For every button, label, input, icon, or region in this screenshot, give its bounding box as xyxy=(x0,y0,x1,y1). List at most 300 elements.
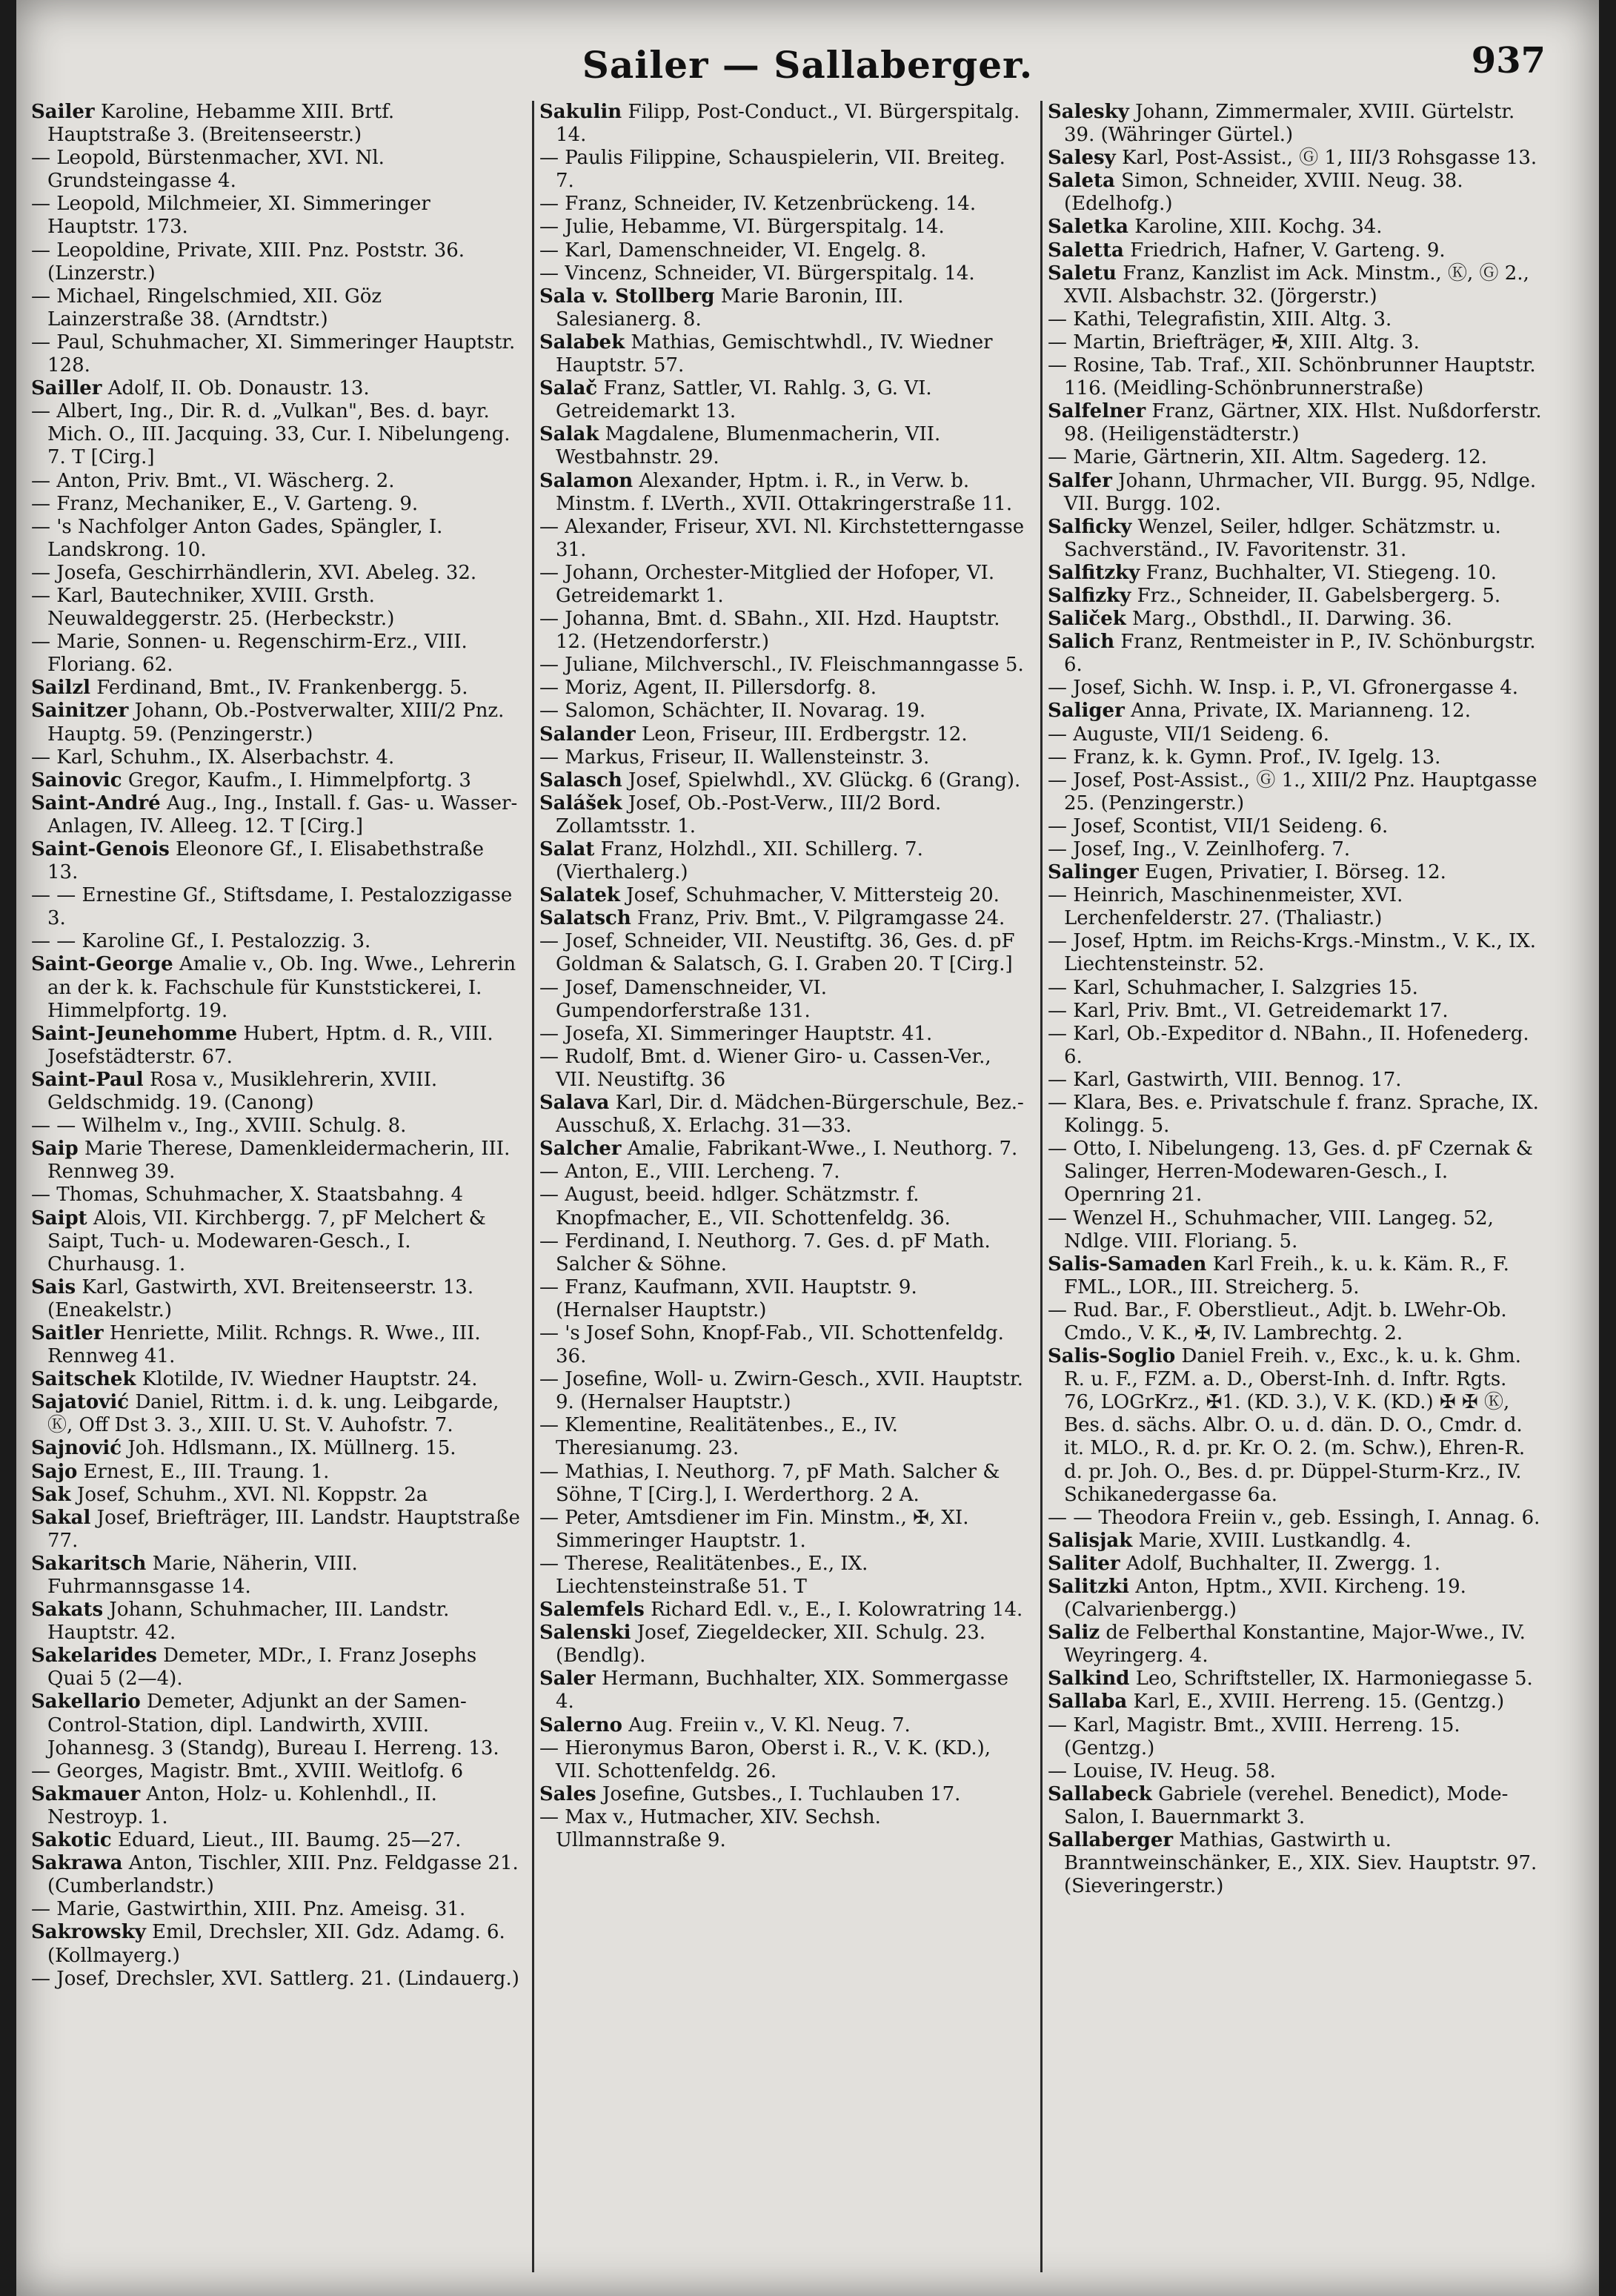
entry-surname: Sailer xyxy=(31,101,95,123)
entry-surname: Salesy xyxy=(1048,147,1116,170)
entry-details: Franz, Holzhdl., XII. Schillerg. 7. (Vierthalerg.) xyxy=(556,838,923,884)
entry-surname: Sakrowsky xyxy=(31,1921,146,1944)
directory-entry xyxy=(539,1507,1028,1553)
directory-entry xyxy=(1048,700,1543,723)
directory-entry xyxy=(31,631,520,677)
entry-details: — Anton, Priv. Bmt., VI. Wäscherg. 2. xyxy=(31,469,395,492)
entry-details: Frz., Schneider, II. Gabelsbergerg. 5. xyxy=(1137,584,1501,607)
entry-surname: Sak xyxy=(31,1483,71,1506)
directory-entry xyxy=(539,1368,1028,1414)
entry-details: Daniel Freih. v., Exc., k. u. k. Ghm. R. u. F., FZM. a. D., Oberst-Inh. d. Inftr. Rgts. 76, LOGrKrz., ✠1. (KD. 3.), V. K. (KD.) ✠ ✠ Ⓚ, Bes. d. sächs. Albr. O. u. d. dän. D. O., Cmdr. d. it. MLO., R. d. pr. Kr. O. 2. (m. Schw.), Ehren-R. d. pr. Joh. O., Bes. d. pr. Düppel-Sturm-Krz., IV. Schikanedergasse 6a. xyxy=(1064,1345,1526,1506)
directory-entry xyxy=(539,1599,1028,1622)
directory-entry xyxy=(539,723,1028,746)
entry-details: — Martin, Briefträger, ✠, XIII. Altg. 3. xyxy=(1048,331,1420,354)
entry-details: — Moriz, Agent, II. Pillersdorfg. 8. xyxy=(539,677,877,700)
entry-surname: Saler xyxy=(539,1668,596,1691)
entry-surname: Saitschek xyxy=(31,1368,136,1391)
directory-entry xyxy=(539,562,1028,608)
entry-surname: Saliger xyxy=(1048,700,1125,723)
entry-details: Emil, Drechsler, XII. Gdz. Adamg. 6. (Kollmayerg.) xyxy=(47,1921,505,1967)
entry-surname: Sailler xyxy=(31,377,102,400)
entry-surname: Sainovic xyxy=(31,769,122,792)
entry-details: — — Karoline Gf., I. Pestalozzig. 3. xyxy=(31,930,371,953)
entry-details: Marie, XVIII. Lustkandlg. 4. xyxy=(1138,1529,1411,1552)
directory-entry xyxy=(31,1368,520,1391)
directory-entry xyxy=(539,516,1028,562)
entry-details: Anton, Tischler, XIII. Pnz. Feldgasse 21. (Cumberlandstr.) xyxy=(47,1852,519,1898)
directory-entry xyxy=(539,1092,1028,1138)
entry-surname: Salis-Samaden xyxy=(1048,1252,1207,1275)
entry-details: Josef, Ziegeldecker, XII. Schulg. 23. (Bendlg). xyxy=(556,1622,986,1668)
directory-entry xyxy=(539,285,1028,331)
entry-details: — Albert, Ing., Dir. R. d. „Vulkan", Bes. d. bayr. Mich. O., III. Jacquing. 33, Cur. I. Nibelungeng. 7. T [Cirg.] xyxy=(31,400,511,469)
entry-surname: Salášek xyxy=(539,792,622,814)
entry-details: — Max v., Hutmacher, XIV. Sechsh. Ullmannstraße 9. xyxy=(539,1805,881,1852)
directory-entry xyxy=(1048,170,1543,216)
entry-details: Demeter, MDr., I. Franz Josephs Quai 5 (2—4). xyxy=(47,1645,477,1691)
directory-entry xyxy=(31,1023,520,1069)
directory-entry xyxy=(31,1276,520,1322)
directory-entry xyxy=(1048,1000,1543,1023)
directory-entry xyxy=(539,470,1028,516)
entry-surname: Salfitzky xyxy=(1048,561,1140,584)
entry-surname: Sajnović xyxy=(31,1437,122,1460)
directory-entry xyxy=(1048,884,1543,930)
directory-entry xyxy=(1048,470,1543,516)
directory-entry xyxy=(1048,585,1543,608)
directory-entry xyxy=(31,700,520,746)
entry-surname: Sailzl xyxy=(31,677,91,700)
entry-surname: Saliček xyxy=(1048,608,1126,631)
directory-entry xyxy=(1048,1069,1543,1092)
directory-entry xyxy=(31,769,520,792)
page-header xyxy=(16,30,1599,89)
directory-entry xyxy=(539,1184,1028,1230)
directory-entry xyxy=(539,746,1028,769)
entry-details: — Karl, Schuhm., IX. Alserbachstr. 4. xyxy=(31,746,395,769)
entry-details: — Louise, IV. Heug. 58. xyxy=(1048,1759,1276,1782)
directory-entry xyxy=(31,1507,520,1553)
entry-details: — Hieronymus Baron, Oberst i. R., V. K. (KD.), VII. Schottenfeldg. 26. xyxy=(539,1736,991,1782)
entry-details: — Wenzel H., Schuhmacher, VIII. Langeg. 52, Ndlge. VIII. Floriang. 5. xyxy=(1048,1207,1494,1252)
directory-entry xyxy=(539,331,1028,377)
entry-details: — Markus, Friseur, II. Wallensteinstr. 3. xyxy=(539,746,930,769)
entry-details: — Josefa, Geschirrhändlerin, XVI. Abeleg. 32. xyxy=(31,561,477,584)
entry-surname: Salatek xyxy=(539,884,620,907)
entry-details: Eleonore Gf., I. Elisabethstraße 13. xyxy=(47,838,485,884)
entry-details: — Josef, Schneider, VII. Neustiftg. 36, Ges. d. pF Goldman & Salatsch, G. I. Graben 20. T [Cirg.] xyxy=(539,930,1015,976)
entry-details: Magdalene, Blumenmacherin, VII. Westbahnstr. 29. xyxy=(556,423,941,469)
entry-surname: Saint-Paul xyxy=(31,1068,144,1091)
entry-details: — August, beeid. hdlger. Schätzmstr. f. Knopfmacher, E., VII. Schottenfeldg. 36. xyxy=(539,1184,951,1230)
directory-entry xyxy=(1048,1207,1543,1253)
entry-details: Johann, Ob.-Postverwalter, XIII/2 Pnz. Hauptg. 59. (Penzingerstr.) xyxy=(47,700,505,746)
entry-details: — Josefa, XI. Simmeringer Hauptstr. 41. xyxy=(539,1022,933,1045)
entry-surname: Saipt xyxy=(31,1207,87,1230)
entry-surname: Saitler xyxy=(31,1321,104,1344)
entry-details: — Karl, Magistr. Bmt., XVIII. Herreng. 15. (Gentzg.) xyxy=(1048,1713,1460,1759)
entry-details: — Josefine, Woll- u. Zwirn-Gesch., XVII. Hauptstr. 9. (Hernalser Hauptstr.) xyxy=(539,1368,1023,1414)
entry-details: — Leopold, Bürstenmacher, XVI. Nl. Grundsteingasse 4. xyxy=(31,147,385,193)
entry-surname: Saletu xyxy=(1048,262,1117,285)
directory-entry xyxy=(539,216,1028,239)
directory-entry xyxy=(31,746,520,769)
entry-details: — Michael, Ringelschmied, XII. Göz Lainzerstraße 38. (Arndtstr.) xyxy=(31,285,382,331)
entry-details: Marie, Näherin, VIII. Fuhrmannsgasse 14. xyxy=(47,1552,358,1598)
entry-details: — Auguste, VII/1 Seideng. 6. xyxy=(1048,723,1330,746)
entry-surname: Sais xyxy=(31,1275,76,1298)
entry-details: — 's Josef Sohn, Knopf-Fab., VII. Schottenfeldg. 36. xyxy=(539,1321,1004,1368)
entry-details: — Franz, Schneider, IV. Ketzenbrückeng. 14. xyxy=(539,193,977,216)
directory-entry xyxy=(31,1207,520,1276)
entry-surname: Sakmauer xyxy=(31,1782,141,1805)
entry-details: Anton, Holz- u. Kohlenhdl., II. Nestroyp. 1. xyxy=(47,1782,437,1828)
directory-entry xyxy=(1048,147,1543,170)
directory-entry xyxy=(31,331,520,377)
directory-entry xyxy=(539,423,1028,469)
entry-details: Ferdinand, Bmt., IV. Frankenbergg. 5. xyxy=(96,677,468,700)
entry-details: — — Wilhelm v., Ing., XVIII. Schulg. 8. xyxy=(31,1115,407,1138)
directory-entry xyxy=(539,700,1028,723)
column-2 xyxy=(539,101,1028,2272)
entry-surname: Salesky xyxy=(1048,101,1129,123)
entry-details: — Paulis Filippine, Schauspielerin, VII. Breiteg. 7. xyxy=(539,147,1005,193)
directory-entry xyxy=(539,1461,1028,1507)
directory-entry xyxy=(1048,977,1543,1000)
directory-entry xyxy=(539,1046,1028,1092)
entry-details: Karl, Gastwirth, XVI. Breitenseerstr. 13. (Eneakelstr.) xyxy=(47,1275,474,1321)
entry-surname: Salat xyxy=(539,838,595,860)
entry-details: Mathias, Gastwirth u. Branntweinschänker, E., XIX. Siev. Hauptstr. 97. (Sieveringerstr.) xyxy=(1064,1829,1537,1898)
entry-surname: Salis-Soglio xyxy=(1048,1345,1176,1368)
entry-surname: Salenski xyxy=(539,1622,631,1645)
directory-entry xyxy=(1048,262,1543,308)
entry-details: Josef, Ob.-Post-Verw., III/2 Bord. Zollamtsstr. 1. xyxy=(556,792,942,837)
entry-surname: Sakelarides xyxy=(31,1645,157,1668)
directory-entry xyxy=(539,1622,1028,1668)
entry-surname: Salkind xyxy=(1048,1668,1130,1691)
directory-entry xyxy=(1048,677,1543,700)
directory-entry xyxy=(31,1391,520,1437)
directory-entry xyxy=(539,101,1028,147)
running-head: Sailer — Sallaberger. xyxy=(582,43,1034,87)
directory-entry xyxy=(1048,354,1543,400)
entry-surname: Salinger xyxy=(1048,861,1139,884)
directory-entry xyxy=(1048,746,1543,769)
entry-details: — Josef, Scontist, VII/1 Seideng. 6. xyxy=(1048,814,1389,837)
directory-entry xyxy=(31,285,520,331)
directory-entry xyxy=(539,1138,1028,1161)
directory-entry xyxy=(539,1806,1028,1852)
entry-details: Hubert, Hptm. d. R., VIII. Josefstädterstr. 67. xyxy=(47,1022,493,1068)
entry-details: Franz, Buchhalter, VI. Stiegeng. 10. xyxy=(1146,561,1497,584)
entry-details: Karl Freih., k. u. k. Käm. R., F. FML., LOR., III. Streicherg. 5. xyxy=(1064,1252,1509,1298)
entry-surname: Salficky xyxy=(1048,515,1132,538)
entry-details: — Klementine, Realitätenbes., E., IV. Theresianumg. 23. xyxy=(539,1414,898,1460)
entry-details: — Josef, Ing., V. Zeinlhoferg. 7. xyxy=(1048,838,1351,860)
entry-details: — Thomas, Schuhmacher, X. Staatsbahng. 4 xyxy=(31,1184,464,1207)
entry-surname: Sallabeck xyxy=(1048,1782,1152,1805)
directory-entry xyxy=(539,1737,1028,1783)
page-number: 937 xyxy=(1471,40,1546,82)
entry-details: — Josef, Damenschneider, VI. Gumpendorferstraße 131. xyxy=(539,976,827,1022)
entry-details: Wenzel, Seiler, hdlger. Schätzmstr. u. Sachverständ., IV. Favoritenstr. 31. xyxy=(1064,515,1501,561)
entry-details: Alexander, Hptm. i. R., in Verw. b. Minstm. f. LVerth., XVII. Ottakringerstraße 11. xyxy=(556,469,1013,515)
entry-surname: Sakats xyxy=(31,1599,104,1622)
directory-entry xyxy=(539,1553,1028,1599)
directory-entry xyxy=(1048,1691,1543,1713)
entry-surname: Salerno xyxy=(539,1713,622,1736)
directory-entry xyxy=(31,930,520,953)
entry-surname: Saip xyxy=(31,1138,79,1161)
entry-details: — Salomon, Schächter, II. Novarag. 19. xyxy=(539,700,926,723)
directory-entry xyxy=(539,1668,1028,1713)
directory-entry xyxy=(31,470,520,493)
entry-details: Josefine, Gutsbes., I. Tuchlauben 17. xyxy=(602,1782,961,1805)
entry-details: Daniel, Rittm. i. d. k. ung. Leibgarde, Ⓚ, Off Dst 3. 3., XIII. U. St. V. Auhofstr. 7. xyxy=(47,1391,499,1437)
entry-details: — Alexander, Friseur, XVI. Nl. Kirchstetterngasse 31. xyxy=(539,515,1025,561)
entry-surname: Sakulin xyxy=(539,101,622,123)
directory-entry xyxy=(31,1461,520,1484)
entry-details: Josef, Schuhm., XVI. Nl. Koppstr. 2a xyxy=(76,1483,428,1506)
entry-details: Franz, Gärtner, XIX. Hlst. Nußdorferstr. 98. (Heiligenstädterstr.) xyxy=(1064,400,1542,446)
directory-entry xyxy=(1048,815,1543,838)
entry-details: — Peter, Amtsdiener im Fin. Minstm., ✠, XI. Simmeringer Hauptstr. 1. xyxy=(539,1506,969,1552)
entry-details: — Therese, Realitätenbes., E., IX. Liechtensteinstraße 51. T xyxy=(539,1552,868,1598)
directory-entry xyxy=(1048,101,1543,147)
directory-entry xyxy=(1048,1530,1543,1553)
directory-entry xyxy=(31,193,520,239)
entry-details: — Julie, Hebamme, VI. Bürgerspitalg. 14. xyxy=(539,216,945,239)
entry-details: — Leopold, Milchmeier, XI. Simmeringer Hauptstr. 173. xyxy=(31,193,430,239)
directory-entry xyxy=(1048,1138,1543,1207)
directory-entry xyxy=(539,147,1028,193)
entry-details: — Josef, Sichh. W. Insp. i. P., VI. Gfronergasse 4. xyxy=(1048,677,1519,700)
directory-entry xyxy=(539,1023,1028,1046)
entry-details: — Juliane, Milchverschl., IV. Fleischmanngasse 5. xyxy=(539,654,1024,677)
directory-entry xyxy=(539,1783,1028,1806)
entry-details: — Marie, Sonnen- u. Regenschirm-Erz., VIII. Floriang. 62. xyxy=(31,631,468,677)
directory-entry xyxy=(31,1968,520,1991)
entry-surname: Sallaba xyxy=(1048,1691,1128,1713)
entry-details: — Rosine, Tab. Traf., XII. Schönbrunner Hauptstr. 116. (Meidling-Schönbrunnerstraße) xyxy=(1048,354,1536,400)
directory-entry xyxy=(1048,1507,1543,1530)
entry-details: Gregor, Kaufm., I. Himmelpfortg. 3 xyxy=(127,769,471,792)
entry-details: Josef, Schuhmacher, V. Mittersteig 20. xyxy=(626,884,1000,907)
directory-entry xyxy=(1048,631,1543,677)
directory-entry xyxy=(31,147,520,193)
directory-entry xyxy=(539,884,1028,907)
entry-details: Richard Edl. v., E., I. Kolowratring 14. xyxy=(651,1599,1023,1622)
directory-entry xyxy=(539,907,1028,930)
directory-entry xyxy=(31,516,520,562)
entry-details: — Josef, Drechsler, XVI. Sattlerg. 21. (Lindauerg.) xyxy=(31,1967,519,1990)
entry-surname: Salfer xyxy=(1048,469,1112,492)
entry-surname: Sakaritsch xyxy=(31,1552,147,1575)
entry-surname: Saleta xyxy=(1048,170,1115,193)
directory-entry xyxy=(31,1852,520,1898)
directory-entry xyxy=(539,1322,1028,1368)
directory-entry xyxy=(1048,769,1543,815)
directory-entry xyxy=(1048,516,1543,562)
entry-details: Leon, Friseur, III. Erdbergstr. 12. xyxy=(641,723,968,746)
entry-details: — Heinrich, Maschinenmeister, XVI. Lerchenfelderstr. 27. (Thaliastr.) xyxy=(1048,884,1403,930)
entry-surname: Sales xyxy=(539,1782,596,1805)
entry-details: Klotilde, IV. Wiedner Hauptstr. 24. xyxy=(142,1368,478,1391)
entry-surname: Salisjak xyxy=(1048,1529,1133,1552)
directory-entry xyxy=(539,1230,1028,1276)
directory-entry xyxy=(31,1783,520,1829)
directory-entry xyxy=(1048,1622,1543,1668)
directory-entry xyxy=(1048,1092,1543,1138)
entry-details: Karl, E., XVIII. Herreng. 15. (Gentzg.) xyxy=(1133,1691,1505,1713)
entry-details: — Rudolf, Bmt. d. Wiener Giro- u. Cassen-Ver., VII. Neustiftg. 36 xyxy=(539,1045,991,1091)
entry-details: Rosa v., Musiklehrerin, XVIII. Geldschmidg. 19. (Canong) xyxy=(47,1068,438,1115)
directory-entry xyxy=(31,1115,520,1138)
entry-details: — Karl, Ob.-Expeditor d. NBahn., II. Hofenederg. 6. xyxy=(1048,1022,1529,1068)
directory-entry xyxy=(539,930,1028,976)
entry-surname: Saint-George xyxy=(31,953,173,976)
entry-details: Demeter, Adjunkt an der Samen-Control-Station, dipl. Landwirth, XVIII. Johannesg. 3 (Standg), Bureau I. Herreng. 13. xyxy=(47,1691,499,1759)
entry-surname: Salcher xyxy=(539,1138,622,1161)
entry-details: Simon, Schneider, XVIII. Neug. 38. (Edelhofg.) xyxy=(1064,170,1463,216)
entry-details: — Karl, Damenschneider, VI. Engelg. 8. xyxy=(539,239,927,262)
entry-details: Franz, Priv. Bmt., V. Pilgramgasse 24. xyxy=(637,907,1005,930)
entry-details: — Paul, Schuhmacher, XI. Simmeringer Hauptstr. 128. xyxy=(31,331,516,377)
directory-entry xyxy=(31,377,520,400)
directory-entry xyxy=(1048,308,1543,331)
directory-entry xyxy=(1048,1783,1543,1829)
entry-details: Karl, Post-Assist., Ⓖ 1, III/3 Rohsgasse 13. xyxy=(1122,147,1537,170)
directory-entry xyxy=(31,1829,520,1852)
entry-details: Alois, VII. Kirchbergg. 7, pF Melchert & Saipt, Tuch- u. Modewaren-Gesch., I. Churhausg. 1. xyxy=(47,1207,486,1275)
entry-surname: Saliz xyxy=(1048,1622,1100,1645)
entry-details: Aug., Ing., Install. f. Gas- u. Wasser-Anlagen, IV. Alleeg. 12. T [Cirg.] xyxy=(47,792,518,837)
entry-details: Ernest, E., III. Traung. 1. xyxy=(83,1460,330,1483)
directory-entry xyxy=(1048,400,1543,446)
directory-entry xyxy=(539,239,1028,262)
entry-surname: Salfelner xyxy=(1048,400,1146,423)
directory-entry xyxy=(539,654,1028,677)
directory-entry xyxy=(31,1691,520,1759)
entry-details: — Leopoldine, Private, XIII. Pnz. Poststr. 36. (Linzerstr.) xyxy=(31,239,465,285)
directory-entry xyxy=(1048,861,1543,884)
entry-surname: Salatsch xyxy=(539,907,631,930)
entry-surname: Sakrawa xyxy=(31,1852,123,1875)
directory-entry xyxy=(539,1414,1028,1460)
directory-entry xyxy=(539,1161,1028,1184)
entry-details: — Ferdinand, I. Neuthorg. 7. Ges. d. pF Math. Salcher & Söhne. xyxy=(539,1230,991,1275)
directory-entry xyxy=(539,1714,1028,1737)
entry-details: — Klara, Bes. e. Privatschule f. franz. Sprache, IX. Kolingg. 5. xyxy=(1048,1092,1539,1138)
directory-entry xyxy=(539,608,1028,654)
directory-entry xyxy=(31,1322,520,1368)
directory-entry xyxy=(539,1276,1028,1322)
entry-details: Karoline, Hebamme XIII. Brtf. Hauptstraße 3. (Breitenseerstr.) xyxy=(47,101,395,147)
entry-details: Adolf, II. Ob. Donaustr. 13. xyxy=(107,377,370,400)
directory-entry xyxy=(1048,838,1543,861)
directory-entry xyxy=(1048,216,1543,239)
entry-details: Eugen, Privatier, I. Börseg. 12. xyxy=(1144,861,1446,884)
directory-entry xyxy=(31,838,520,884)
directory-entry xyxy=(1048,1023,1543,1069)
entry-surname: Sakellario xyxy=(31,1691,141,1713)
entry-details: — Franz, k. k. Gymn. Prof., IV. Igelg. 13. xyxy=(1048,746,1441,769)
entry-surname: Salander xyxy=(539,723,636,746)
entry-details: — Georges, Magistr. Bmt., XVIII. Weitlofg. 6 xyxy=(31,1759,464,1782)
entry-details: — Marie, Gärtnerin, XII. Altm. Sagederg. 12. xyxy=(1048,446,1487,469)
entry-details: Karoline, XIII. Kochg. 34. xyxy=(1134,216,1383,239)
entry-details: de Felberthal Konstantine, Major-Wwe., IV. Weyringerg. 4. xyxy=(1064,1622,1526,1668)
directory-entry xyxy=(1048,446,1543,469)
entry-details: Henriette, Milit. Rchngs. R. Wwe., III. Rennweg 41. xyxy=(47,1321,481,1368)
directory-entry xyxy=(31,400,520,469)
directory-entry xyxy=(31,1599,520,1645)
directory-entry xyxy=(1048,1299,1543,1345)
entry-surname: Salich xyxy=(1048,631,1115,654)
directory-entry xyxy=(1048,608,1543,631)
entry-details: Marie Therese, Damenkleidermacherin, III. Rennweg 39. xyxy=(47,1138,511,1184)
directory-entry xyxy=(31,1760,520,1783)
directory-entry xyxy=(1048,1553,1543,1576)
directory-entry xyxy=(1048,1253,1543,1299)
entry-details: — Franz, Kaufmann, XVII. Hauptstr. 9. (Hernalser Hauptstr.) xyxy=(539,1275,917,1321)
entry-details: — Johann, Orchester-Mitglied der Hofoper, VI. Getreidemarkt 1. xyxy=(539,561,995,607)
entry-details: Friedrich, Hafner, V. Garteng. 9. xyxy=(1130,239,1446,262)
entry-details: Marg., Obsthdl., II. Darwing. 36. xyxy=(1132,608,1452,631)
entry-details: Mathias, Gemischtwhdl., IV. Wiedner Hauptstr. 57. xyxy=(556,331,993,377)
entry-details: — Anton, E., VIII. Lercheng. 7. xyxy=(539,1161,840,1184)
directory-entry xyxy=(1048,1760,1543,1783)
entry-surname: Sakotic xyxy=(31,1829,112,1852)
directory-entry xyxy=(31,562,520,585)
entry-surname: Saliter xyxy=(1048,1552,1120,1575)
entry-surname: Salemfels xyxy=(539,1599,645,1622)
entry-details: — Johanna, Bmt. d. SBahn., XII. Hzd. Hauptstr. 12. (Hetzendorferstr.) xyxy=(539,608,1000,654)
directory-entry xyxy=(31,953,520,1022)
entry-details: Leo, Schriftsteller, IX. Harmoniegasse 5. xyxy=(1135,1668,1533,1691)
directory-entry xyxy=(539,838,1028,884)
entry-surname: Salač xyxy=(539,377,598,400)
entry-details: Joh. Hdlsmann., IX. Müllnerg. 15. xyxy=(127,1437,456,1460)
directory-entry xyxy=(1048,331,1543,354)
entry-details: Marie Baronin, III. Salesianerg. 8. xyxy=(556,285,904,331)
directory-entry xyxy=(31,1184,520,1207)
column-rule xyxy=(532,101,534,2272)
column-1 xyxy=(31,101,520,2272)
entry-details: Amalie, Fabrikant-Wwe., I. Neuthorg. 7. xyxy=(627,1138,1018,1161)
entry-details: — Karl, Priv. Bmt., VI. Getreidemarkt 17. xyxy=(1048,999,1449,1022)
entry-details: — Otto, I. Nibelungeng. 13, Ges. d. pF Czernak & Salinger, Herren-Modewaren-Gesch., I. Opernring 21. xyxy=(1048,1138,1533,1207)
entry-surname: Sallaberger xyxy=(1048,1829,1174,1852)
directory-entry xyxy=(31,1484,520,1507)
entry-surname: Saint-Jeunehomme xyxy=(31,1022,238,1045)
entry-details: Amalie v., Ob. Ing. Wwe., Lehrerin an der k. k. Fachschule für Kunststickerei, I. Himmelpfortg. 19. xyxy=(47,953,516,1022)
entry-details: — Karl, Bautechniker, XVIII. Grsth. Neuwaldeggerstr. 25. (Herbeckstr.) xyxy=(31,584,395,631)
entry-details: Franz, Sattler, VI. Rahlg. 3, G. VI. Getreidemarkt 13. xyxy=(556,377,932,423)
entry-details: Johann, Schuhmacher, III. Landstr. Hauptstr. 42. xyxy=(47,1599,450,1645)
entry-surname: Sakal xyxy=(31,1506,91,1529)
directory-entry xyxy=(31,493,520,516)
entry-details: Gabriele (verehel. Benedict), Mode-Salon, I. Bauernmarkt 3. xyxy=(1064,1782,1509,1828)
column-rule xyxy=(1040,101,1043,2272)
directory-entry xyxy=(31,1898,520,1921)
directory-entry xyxy=(31,884,520,930)
directory-entry xyxy=(31,677,520,700)
entry-details: — Josef, Post-Assist., Ⓖ 1., XIII/2 Pnz. Hauptgasse 25. (Penzingerstr.) xyxy=(1048,769,1537,814)
column-3 xyxy=(1048,101,1543,2272)
directory-entry xyxy=(1048,1829,1543,1898)
